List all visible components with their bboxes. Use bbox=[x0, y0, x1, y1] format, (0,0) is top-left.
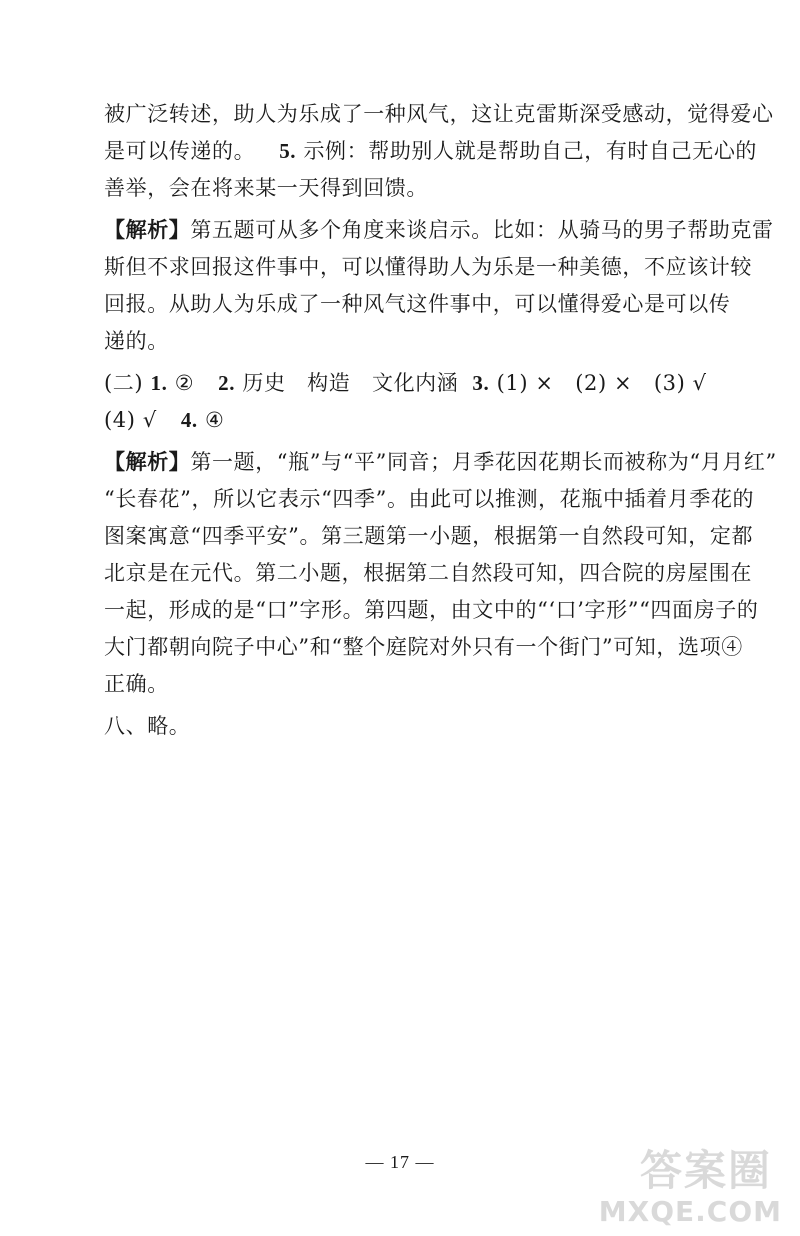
text-line: 图案寓意“四季平安”。第三题第一小题，根据第一自然段可知，定都 bbox=[104, 524, 754, 548]
watermark-text: 答案圈 bbox=[639, 1146, 772, 1195]
question-number: 4. bbox=[180, 408, 198, 432]
answer-value: ④ bbox=[205, 408, 225, 432]
text-line: 回报。从助人为乐成了一种风气这件事中，可以懂得爱心是可以传 bbox=[104, 292, 731, 316]
answer-value: (4) √ bbox=[104, 408, 157, 432]
analysis-paragraph-2 bbox=[104, 444, 777, 703]
text-line: “长春花”，所以它表示“四季”。由此可以推测，花瓶中插着月季花的 bbox=[104, 487, 755, 511]
text-line: 正确。 bbox=[104, 672, 169, 696]
text-line bbox=[104, 365, 707, 402]
question-number: 2. bbox=[218, 371, 236, 395]
text-segment: 第一题，“瓶”与“平”同音；月季花因花期长而被称为“月月红” bbox=[190, 450, 777, 474]
text-line: 斯但不求回报这件事中，可以懂得助人为乐是一种美德，不应该计较 bbox=[104, 255, 752, 279]
text-line: 递的。 bbox=[104, 329, 169, 353]
text-line: 八、略。 bbox=[104, 714, 191, 738]
text-line: 善举，会在将来某一天得到回馈。 bbox=[104, 176, 428, 200]
text-line: 北京是在元代。第二小题，根据第二自然段可知，四合院的房屋围在 bbox=[104, 561, 752, 585]
text-line bbox=[104, 212, 774, 249]
text-line bbox=[104, 444, 777, 481]
text-segment: 示例：帮助别人就是帮助自己，有时自己无心的 bbox=[303, 139, 758, 163]
page-number: — 17 — bbox=[365, 1152, 435, 1172]
answer-value: ② bbox=[174, 371, 195, 395]
text-line bbox=[104, 402, 700, 439]
answer-paragraph-3 bbox=[104, 708, 700, 745]
text-segment: 是可以传递的。 bbox=[104, 139, 256, 163]
analysis-tag: 【解析】 bbox=[104, 450, 191, 474]
text-line: 大门都朝向院子中心”和“整个庭院对外只有一个街门”可知，选项④ bbox=[104, 635, 743, 659]
question-number: 3. bbox=[472, 371, 490, 395]
answer-paragraph-2 bbox=[104, 365, 707, 439]
answer-value: 历史 构造 文化内涵 bbox=[242, 371, 459, 395]
analysis-tag: 【解析】 bbox=[104, 218, 191, 242]
question-number: 1. bbox=[150, 371, 168, 395]
answer-content bbox=[104, 96, 777, 745]
text-line: 一起，形成的是“口”字形。第四题，由文中的“‘口’字形”“四面房子的 bbox=[104, 598, 759, 622]
text-line: 被广泛转述，助人为乐成了一种风气，这让克雷斯深受感动，觉得爱心 bbox=[104, 102, 774, 126]
text-segment: 第五题可从多个角度来谈启示。比如：从骑马的男子帮助克雷 bbox=[190, 218, 774, 242]
watermark-url: MXQE.COM bbox=[598, 1195, 782, 1228]
analysis-paragraph-1 bbox=[104, 212, 774, 360]
section-label: (二) bbox=[104, 371, 144, 395]
question-number: 5. bbox=[279, 139, 297, 163]
answer-paragraph-1 bbox=[104, 96, 774, 207]
watermark-logo bbox=[590, 1138, 790, 1230]
text-line bbox=[104, 133, 758, 170]
answer-value: (1) × (2) × (3) √ bbox=[496, 371, 707, 395]
